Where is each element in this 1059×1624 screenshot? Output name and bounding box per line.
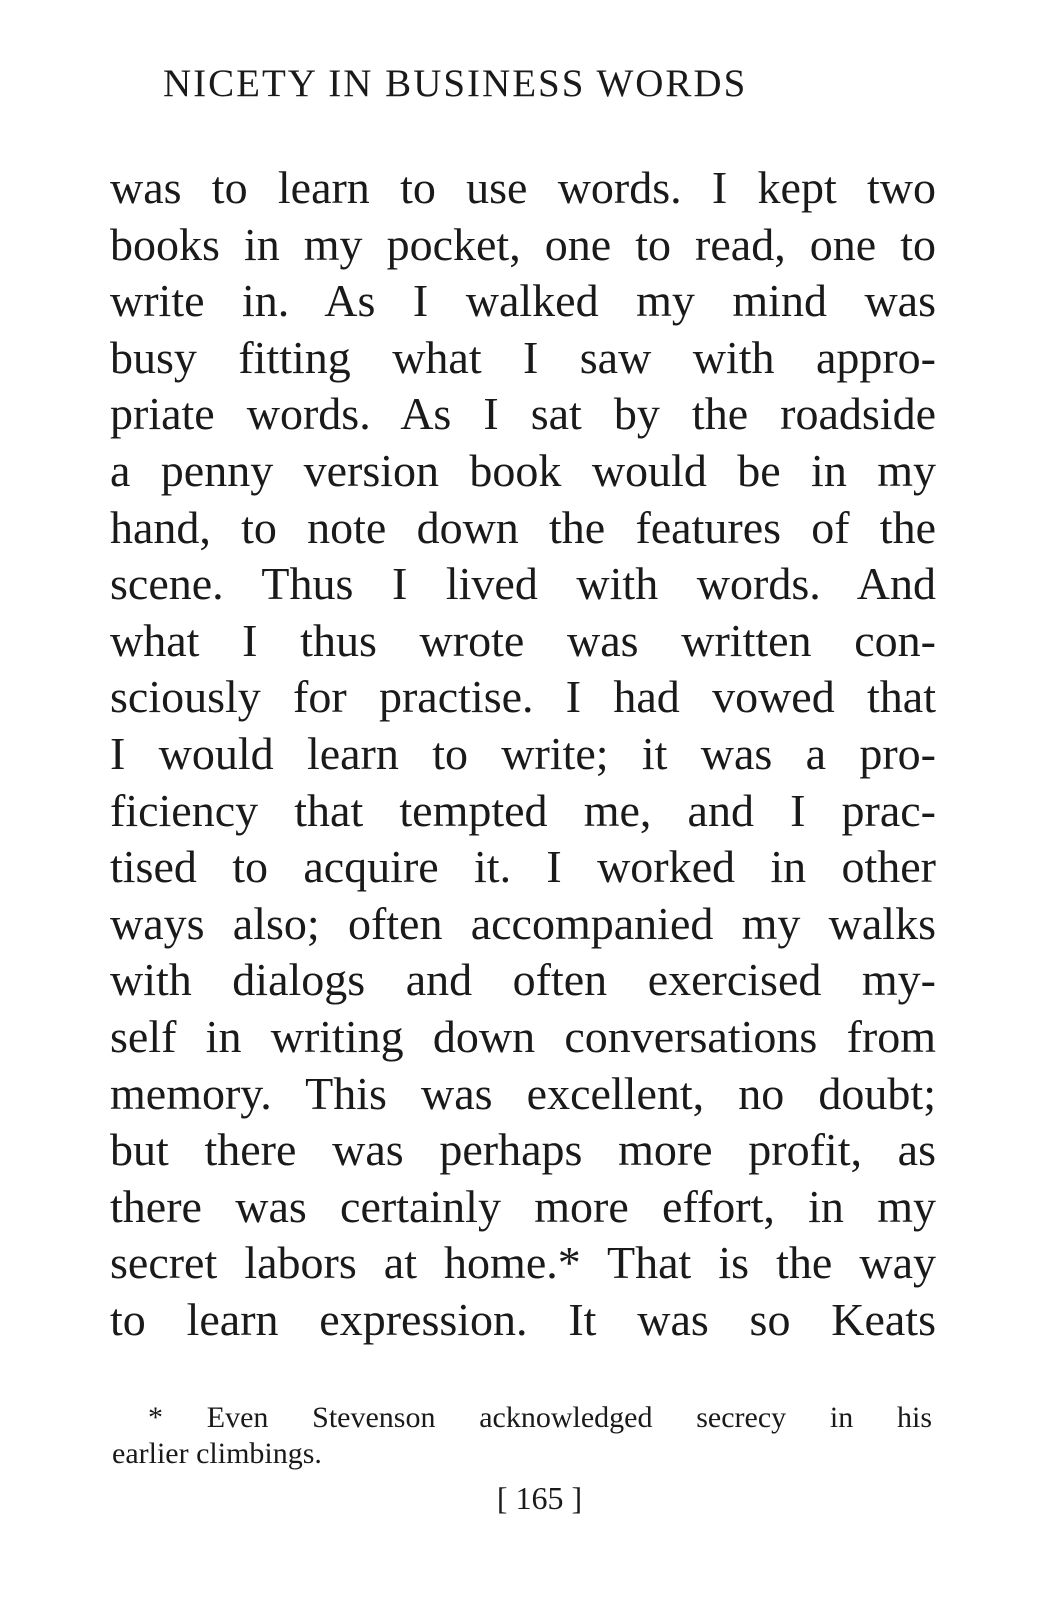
text-line: was to learn to use words. I kept two (110, 162, 936, 213)
text-line: a penny version book would be in my (110, 444, 936, 496)
footnote-line: * Even Stevenson acknowledged secrecy in his (148, 1401, 932, 1434)
text-line: sciously for practise. I had vowed that (110, 671, 936, 723)
footnote (112, 1400, 932, 1472)
text-line: what I thus wrote was written con- (110, 614, 936, 666)
text-line: secret labors at home.* That is the way (110, 1237, 936, 1289)
text-line: ficiency that tempted me, and I prac- (110, 784, 936, 836)
text-line: hand, to note down the features of the (110, 501, 936, 553)
text-line: books in my pocket, one to read, one to (110, 218, 936, 270)
running-head: NICETY IN BUSINESS WORDS (163, 62, 748, 105)
text-line: memory. This was excellent, no doubt; (110, 1067, 936, 1119)
text-line: write in. As I walked my mind was (110, 275, 936, 327)
text-line: I would learn to write; it was a pro- (110, 727, 936, 779)
text-line: scene. Thus I lived with words. And (110, 558, 936, 610)
text-line: there was certainly more effort, in my (110, 1180, 936, 1232)
text-line: tised to acquire it. I worked in other (110, 841, 936, 893)
text-line: priate words. As I sat by the roadside (110, 388, 936, 440)
page-number: [ 165 ] (496, 1480, 583, 1516)
text-line: but there was perhaps more profit, as (110, 1124, 936, 1176)
text-line: busy fitting what I saw with appro- (110, 331, 936, 383)
footnote-line: earlier climbings. (112, 1437, 322, 1470)
body-text (110, 160, 936, 1348)
text-line: to learn expression. It was so Keats (110, 1293, 936, 1345)
text-line: self in writing down conversations from (110, 1010, 936, 1062)
text-line: ways also; often accompanied my walks (110, 897, 936, 949)
text-line: with dialogs and often exercised my- (110, 954, 936, 1006)
